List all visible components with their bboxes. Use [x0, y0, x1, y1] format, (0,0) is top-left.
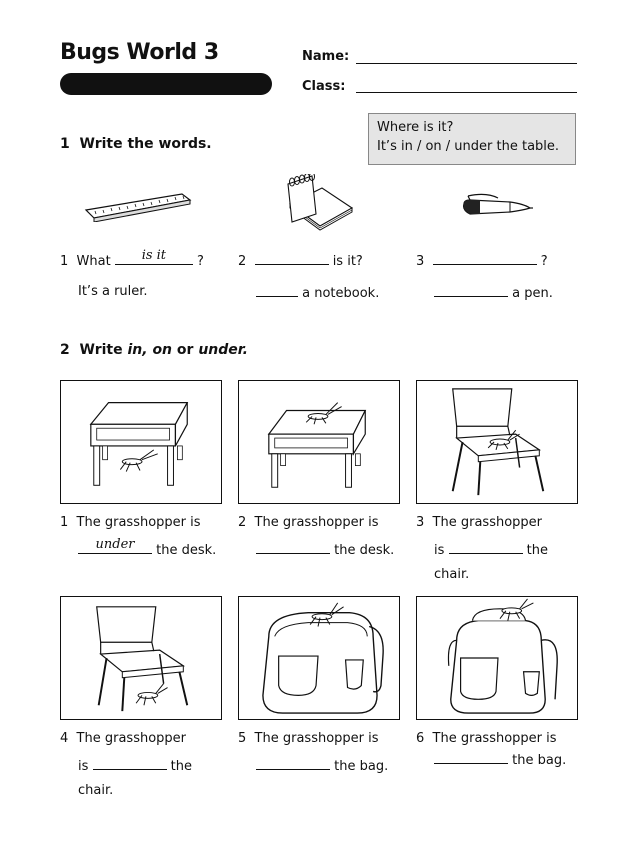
- name-label: Name:: [302, 49, 350, 64]
- ruler-illustration: [82, 190, 194, 222]
- worksheet-title: Bugs World 3: [60, 40, 219, 65]
- s1-item-1-answer-field[interactable]: is it: [115, 252, 193, 265]
- s1-item-3-question: 3 ?: [416, 254, 548, 269]
- section-1-title: Write the words.: [79, 136, 212, 152]
- s2-item-5-line1: 5 The grasshopper is: [238, 731, 379, 746]
- s2-item-2-answer-field[interactable]: [256, 541, 330, 554]
- s2-item-6-line2: the bag.: [434, 751, 566, 768]
- s2-item-1-line2: under the desk.: [78, 541, 216, 558]
- picture-grasshopper-on-backpack: [416, 596, 578, 720]
- notebook-illustration: [282, 174, 356, 232]
- s2-item-1-line1: 1 The grasshopper is: [60, 515, 201, 530]
- picture-grasshopper-on-bag: [238, 596, 400, 720]
- s1-item-1-answer-line: It’s a ruler.: [78, 284, 148, 299]
- s1-item-1-question: 1 What is it ?: [60, 248, 204, 269]
- s2-item-4-line2: is the: [78, 759, 193, 774]
- s2-item-4-line3: chair.: [78, 783, 114, 798]
- s1-item-3-question-field[interactable]: [433, 252, 537, 265]
- s2-item-5-line2: the bag.: [256, 757, 388, 774]
- s2-item-2-line2: the desk.: [256, 541, 394, 558]
- s2-item-5-answer-field[interactable]: [256, 757, 330, 770]
- s1-item-2-question-field[interactable]: [255, 252, 329, 265]
- section-1-heading: [60, 136, 212, 152]
- section-2-heading: 2 Write in, on or under.: [60, 342, 248, 358]
- s2-item-6-answer-field[interactable]: [434, 751, 508, 764]
- picture-grasshopper-under-desk: [60, 380, 222, 504]
- s2-item-3-line1: 3 The grasshopper: [416, 515, 543, 530]
- s2-item-6-line1: 6 The grasshopper is: [416, 731, 557, 746]
- s2-item-3-answer-field[interactable]: [449, 541, 523, 554]
- section-1-number: 1: [60, 136, 70, 152]
- s1-item-2-answer-field[interactable]: [256, 284, 298, 297]
- picture-grasshopper-on-chair: [416, 380, 578, 504]
- s1-item-3-answer-line: a pen.: [434, 284, 553, 301]
- s2-item-4-line1: 4 The grasshopper: [60, 731, 187, 746]
- title-banner: [60, 73, 272, 95]
- s2-item-4-answer-field[interactable]: [93, 757, 167, 770]
- class-label: Class:: [302, 79, 346, 94]
- s2-item-2-line1: 2 The grasshopper is: [238, 515, 379, 530]
- hint-line-2: It’s in / on / under the table.: [377, 139, 560, 154]
- s1-item-2-question: 2 is it?: [238, 254, 363, 269]
- picture-grasshopper-on-desk: [238, 380, 400, 504]
- hint-line-1: Where is it?: [377, 120, 454, 135]
- s2-item-3-line2: is the: [434, 543, 549, 558]
- pen-illustration: [458, 190, 534, 222]
- hint-box: [368, 113, 576, 165]
- name-field[interactable]: [356, 63, 577, 64]
- s1-item-2-answer-line: a notebook.: [256, 284, 379, 301]
- picture-grasshopper-under-chair: [60, 596, 222, 720]
- s2-item-3-line3: chair.: [434, 567, 470, 582]
- s1-item-3-answer-field[interactable]: [434, 284, 508, 297]
- s2-item-1-answer-field[interactable]: under: [78, 541, 152, 554]
- class-field[interactable]: [356, 92, 577, 93]
